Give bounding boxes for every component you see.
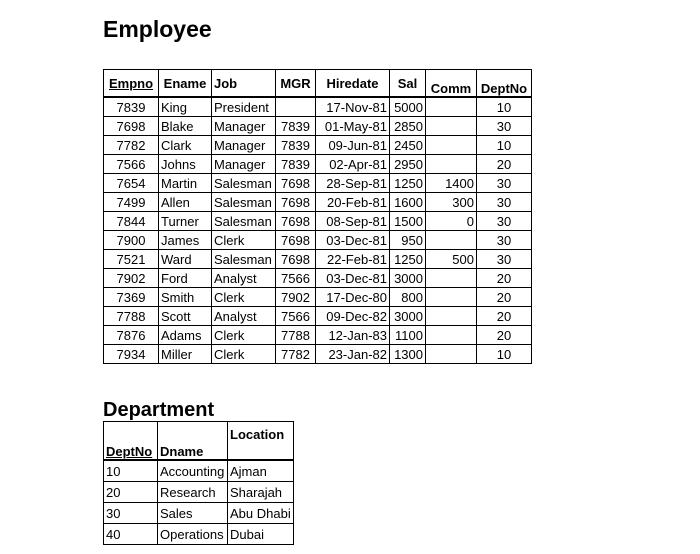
cell-empno: 7839 bbox=[104, 97, 159, 117]
cell-sal: 1300 bbox=[390, 345, 426, 364]
cell-sal: 2850 bbox=[390, 117, 426, 136]
cell-empno: 7698 bbox=[104, 117, 159, 136]
cell-deptno: 40 bbox=[104, 524, 158, 545]
cell-hiredate: 08-Sep-81 bbox=[316, 212, 390, 231]
cell-mgr: 7902 bbox=[276, 288, 316, 307]
cell-comm bbox=[426, 136, 477, 155]
cell-comm bbox=[426, 288, 477, 307]
header-sal: Sal bbox=[390, 70, 426, 98]
table-row bbox=[104, 326, 532, 345]
table-row bbox=[104, 174, 532, 193]
cell-comm bbox=[426, 97, 477, 117]
cell-deptno: 30 bbox=[477, 231, 532, 250]
department-title: Department bbox=[103, 399, 215, 421]
cell-job: Salesman bbox=[212, 212, 276, 231]
cell-sal: 1250 bbox=[390, 174, 426, 193]
table-row bbox=[104, 250, 532, 269]
cell-sal: 950 bbox=[390, 231, 426, 250]
cell-deptno: 30 bbox=[104, 503, 158, 524]
cell-dname: Research bbox=[158, 482, 228, 503]
cell-sal: 1500 bbox=[390, 212, 426, 231]
cell-deptno: 10 bbox=[477, 345, 532, 364]
table-row bbox=[104, 524, 294, 545]
cell-ename: James bbox=[159, 231, 212, 250]
cell-mgr: 7566 bbox=[276, 269, 316, 288]
cell-empno: 7369 bbox=[104, 288, 159, 307]
cell-comm: 0 bbox=[426, 212, 477, 231]
cell-hiredate: 17-Dec-80 bbox=[316, 288, 390, 307]
cell-ename: Smith bbox=[159, 288, 212, 307]
cell-mgr: 7698 bbox=[276, 174, 316, 193]
cell-hiredate: 09-Jun-81 bbox=[316, 136, 390, 155]
cell-job: Manager bbox=[212, 136, 276, 155]
cell-job: Clerk bbox=[212, 345, 276, 364]
cell-deptno: 20 bbox=[477, 269, 532, 288]
cell-hiredate: 23-Jan-82 bbox=[316, 345, 390, 364]
cell-job: Salesman bbox=[212, 174, 276, 193]
header-deptno: DeptNo bbox=[104, 422, 158, 461]
cell-comm: 1400 bbox=[426, 174, 477, 193]
cell-job: Clerk bbox=[212, 231, 276, 250]
department-table bbox=[103, 421, 294, 545]
cell-dname: Accounting bbox=[158, 460, 228, 482]
cell-empno: 7521 bbox=[104, 250, 159, 269]
cell-comm bbox=[426, 345, 477, 364]
cell-sal: 1100 bbox=[390, 326, 426, 345]
cell-mgr: 7788 bbox=[276, 326, 316, 345]
cell-deptno: 30 bbox=[477, 250, 532, 269]
cell-deptno: 20 bbox=[477, 307, 532, 326]
table-row bbox=[104, 345, 532, 364]
cell-mgr: 7782 bbox=[276, 345, 316, 364]
table-row bbox=[104, 460, 294, 482]
header-job: Job bbox=[212, 70, 276, 98]
cell-deptno: 10 bbox=[104, 460, 158, 482]
cell-empno: 7782 bbox=[104, 136, 159, 155]
cell-hiredate: 03-Dec-81 bbox=[316, 269, 390, 288]
cell-mgr: 7698 bbox=[276, 250, 316, 269]
cell-job: Analyst bbox=[212, 307, 276, 326]
cell-empno: 7499 bbox=[104, 193, 159, 212]
table-row bbox=[104, 117, 532, 136]
cell-sal: 5000 bbox=[390, 97, 426, 117]
department-header-row bbox=[104, 422, 294, 461]
cell-empno: 7876 bbox=[104, 326, 159, 345]
header-dname: Dname bbox=[158, 422, 228, 461]
cell-job: Analyst bbox=[212, 269, 276, 288]
table-row bbox=[104, 231, 532, 250]
cell-comm bbox=[426, 117, 477, 136]
cell-comm: 300 bbox=[426, 193, 477, 212]
cell-sal: 1600 bbox=[390, 193, 426, 212]
cell-comm bbox=[426, 326, 477, 345]
cell-mgr: 7698 bbox=[276, 231, 316, 250]
cell-ename: Ford bbox=[159, 269, 212, 288]
header-deptno: DeptNo bbox=[477, 70, 532, 98]
cell-hiredate: 20-Feb-81 bbox=[316, 193, 390, 212]
cell-comm: 500 bbox=[426, 250, 477, 269]
header-ename: Ename bbox=[159, 70, 212, 98]
cell-ename: Miller bbox=[159, 345, 212, 364]
cell-sal: 3000 bbox=[390, 269, 426, 288]
header-mgr: MGR bbox=[276, 70, 316, 98]
cell-sal: 2950 bbox=[390, 155, 426, 174]
cell-job: Salesman bbox=[212, 193, 276, 212]
cell-comm bbox=[426, 155, 477, 174]
cell-deptno: 20 bbox=[104, 482, 158, 503]
employee-table bbox=[103, 69, 532, 364]
cell-job: Clerk bbox=[212, 288, 276, 307]
cell-ename: Turner bbox=[159, 212, 212, 231]
cell-location: Ajman bbox=[228, 460, 294, 482]
cell-deptno: 30 bbox=[477, 117, 532, 136]
header-empno: Empno bbox=[104, 70, 159, 98]
cell-location: Sharajah bbox=[228, 482, 294, 503]
table-row bbox=[104, 288, 532, 307]
cell-ename: Martin bbox=[159, 174, 212, 193]
cell-hiredate: 28-Sep-81 bbox=[316, 174, 390, 193]
cell-job: Clerk bbox=[212, 326, 276, 345]
header-location: Location bbox=[228, 422, 294, 461]
cell-deptno: 10 bbox=[477, 136, 532, 155]
cell-deptno: 10 bbox=[477, 97, 532, 117]
cell-ename: King bbox=[159, 97, 212, 117]
cell-empno: 7934 bbox=[104, 345, 159, 364]
cell-job: President bbox=[212, 97, 276, 117]
cell-ename: Adams bbox=[159, 326, 212, 345]
cell-dname: Sales bbox=[158, 503, 228, 524]
cell-location: Dubai bbox=[228, 524, 294, 545]
cell-deptno: 20 bbox=[477, 288, 532, 307]
cell-job: Salesman bbox=[212, 250, 276, 269]
cell-hiredate: 09-Dec-82 bbox=[316, 307, 390, 326]
cell-empno: 7902 bbox=[104, 269, 159, 288]
cell-empno: 7844 bbox=[104, 212, 159, 231]
cell-sal: 1250 bbox=[390, 250, 426, 269]
table-row bbox=[104, 503, 294, 524]
cell-sal: 800 bbox=[390, 288, 426, 307]
cell-comm bbox=[426, 231, 477, 250]
cell-sal: 2450 bbox=[390, 136, 426, 155]
cell-location: Abu Dhabi bbox=[228, 503, 294, 524]
cell-empno: 7566 bbox=[104, 155, 159, 174]
cell-ename: Ward bbox=[159, 250, 212, 269]
header-hiredate: Hiredate bbox=[316, 70, 390, 98]
cell-job: Manager bbox=[212, 155, 276, 174]
table-row bbox=[104, 193, 532, 212]
cell-mgr: 7839 bbox=[276, 155, 316, 174]
cell-mgr: 7839 bbox=[276, 117, 316, 136]
employee-title: Employee bbox=[103, 16, 212, 42]
header-comm: Comm bbox=[426, 70, 477, 98]
cell-hiredate: 01-May-81 bbox=[316, 117, 390, 136]
table-row bbox=[104, 307, 532, 326]
cell-dname: Operations bbox=[158, 524, 228, 545]
cell-ename: Blake bbox=[159, 117, 212, 136]
cell-hiredate: 17-Nov-81 bbox=[316, 97, 390, 117]
cell-empno: 7654 bbox=[104, 174, 159, 193]
table-row bbox=[104, 212, 532, 231]
cell-deptno: 30 bbox=[477, 212, 532, 231]
cell-ename: Johns bbox=[159, 155, 212, 174]
cell-deptno: 20 bbox=[477, 155, 532, 174]
table-row bbox=[104, 97, 532, 117]
cell-hiredate: 22-Feb-81 bbox=[316, 250, 390, 269]
cell-job: Manager bbox=[212, 117, 276, 136]
cell-empno: 7788 bbox=[104, 307, 159, 326]
cell-mgr: 7698 bbox=[276, 212, 316, 231]
cell-ename: Scott bbox=[159, 307, 212, 326]
cell-hiredate: 03-Dec-81 bbox=[316, 231, 390, 250]
cell-comm bbox=[426, 269, 477, 288]
cell-sal: 3000 bbox=[390, 307, 426, 326]
table-row bbox=[104, 136, 532, 155]
cell-deptno: 20 bbox=[477, 326, 532, 345]
cell-mgr bbox=[276, 97, 316, 117]
employee-header-row bbox=[104, 70, 532, 98]
table-row bbox=[104, 482, 294, 503]
cell-comm bbox=[426, 307, 477, 326]
cell-deptno: 30 bbox=[477, 193, 532, 212]
cell-empno: 7900 bbox=[104, 231, 159, 250]
cell-mgr: 7839 bbox=[276, 136, 316, 155]
cell-mgr: 7698 bbox=[276, 193, 316, 212]
table-row bbox=[104, 269, 532, 288]
table-row bbox=[104, 155, 532, 174]
cell-mgr: 7566 bbox=[276, 307, 316, 326]
cell-ename: Allen bbox=[159, 193, 212, 212]
cell-hiredate: 02-Apr-81 bbox=[316, 155, 390, 174]
cell-hiredate: 12-Jan-83 bbox=[316, 326, 390, 345]
cell-ename: Clark bbox=[159, 136, 212, 155]
cell-deptno: 30 bbox=[477, 174, 532, 193]
